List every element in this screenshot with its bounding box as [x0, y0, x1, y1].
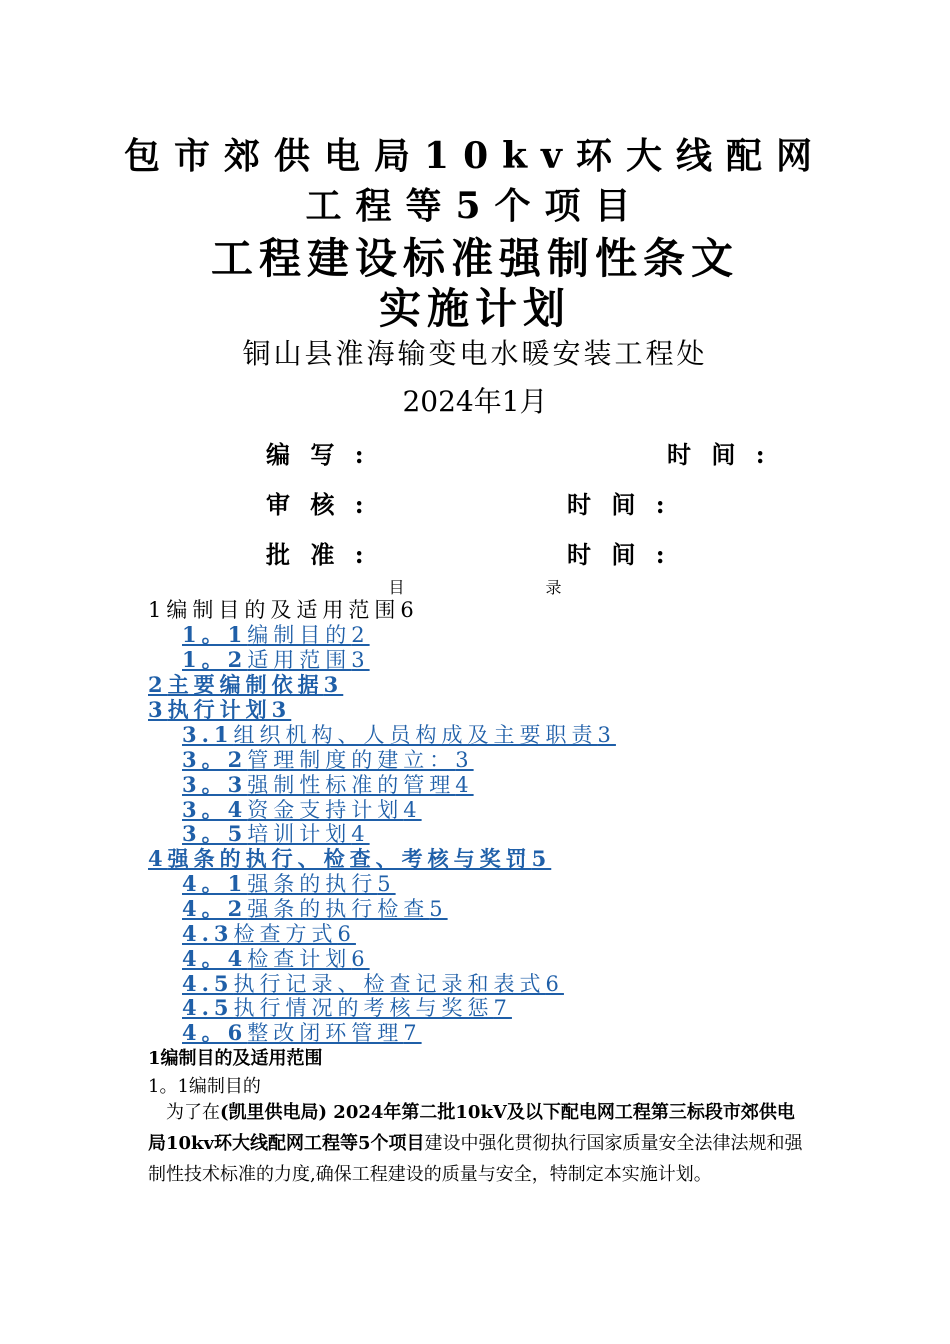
title-line-1: 包市郊供电局10kv环大线配网	[124, 135, 826, 177]
approve-label: 批 准 :	[266, 540, 370, 569]
approve-time-label: 时 间 :	[567, 540, 671, 569]
title-line-3: 工程建设标准强制性条文	[210, 234, 739, 283]
toc-entry[interactable]: 4。1强条的执行5	[182, 871, 396, 896]
toc-entry[interactable]: 4.5执行记录、检查记录和表式6	[182, 971, 564, 996]
toc-heading	[0, 575, 950, 598]
toc-heading-left: 目	[388, 578, 405, 597]
toc-entry[interactable]: 3。2管理制度的建立：3	[182, 747, 474, 772]
toc-entry[interactable]: 4。4检查计划6	[182, 946, 370, 971]
review-time-label: 时 间 :	[567, 490, 671, 519]
body-paragraph: 为了在(凯里供电局) 2024年第二批10kV及以下配电网工程第三标段市郊供电局10kv环大线配网工程等5个项目建设中强化贯彻执行国家质量安全法律法规和强制性技术标准的力度,确保工程建设的质量与安全，特制定本实施计划。	[148, 1102, 803, 1185]
title-line-4: 实施计划	[378, 284, 571, 333]
toc-entry[interactable]: 3。4资金支持计划4	[182, 797, 422, 822]
section-heading: 1编制目的及适用范围	[148, 1048, 323, 1069]
compile-label: 编 写 :	[266, 440, 370, 469]
review-label: 审 核 :	[266, 490, 370, 519]
title-line-2: 工程等5个项目	[305, 185, 645, 227]
toc-entry[interactable]: 3.1组织机构、人员构成及主要职责3	[182, 722, 616, 747]
toc-entry[interactable]: 3执行计划3	[148, 697, 292, 722]
toc-entry[interactable]: 3。5培训计划4	[182, 821, 370, 846]
toc-entry[interactable]: 4.5执行情况的考核与奖惩7	[182, 995, 512, 1020]
subsection-heading: 1。1编制目的	[148, 1076, 261, 1097]
toc-entry[interactable]: 4.3检查方式6	[182, 921, 356, 946]
toc-entry[interactable]: 4强条的执行、检查、考核与奖罚5	[148, 846, 552, 871]
toc-entry[interactable]: 2主要编制依据3	[148, 672, 344, 697]
document-date: 2024年1月	[402, 385, 548, 418]
toc-entry[interactable]: 1。1编制目的2	[182, 622, 370, 647]
toc-heading-right: 录	[545, 578, 562, 597]
organization-name: 铜山县淮海输变电水暖安装工程处	[242, 337, 708, 370]
toc-entry[interactable]: 1编制目的及适用范围6	[148, 598, 419, 622]
toc-entry[interactable]: 3。3强制性标准的管理4	[182, 772, 474, 797]
toc-entry[interactable]: 1。2适用范围3	[182, 647, 370, 672]
compile-time-label: 时 间 :	[667, 440, 771, 469]
toc-entry[interactable]: 4。6整改闭环管理7	[182, 1020, 422, 1045]
toc-entry[interactable]: 4。2强条的执行检查5	[182, 896, 448, 921]
